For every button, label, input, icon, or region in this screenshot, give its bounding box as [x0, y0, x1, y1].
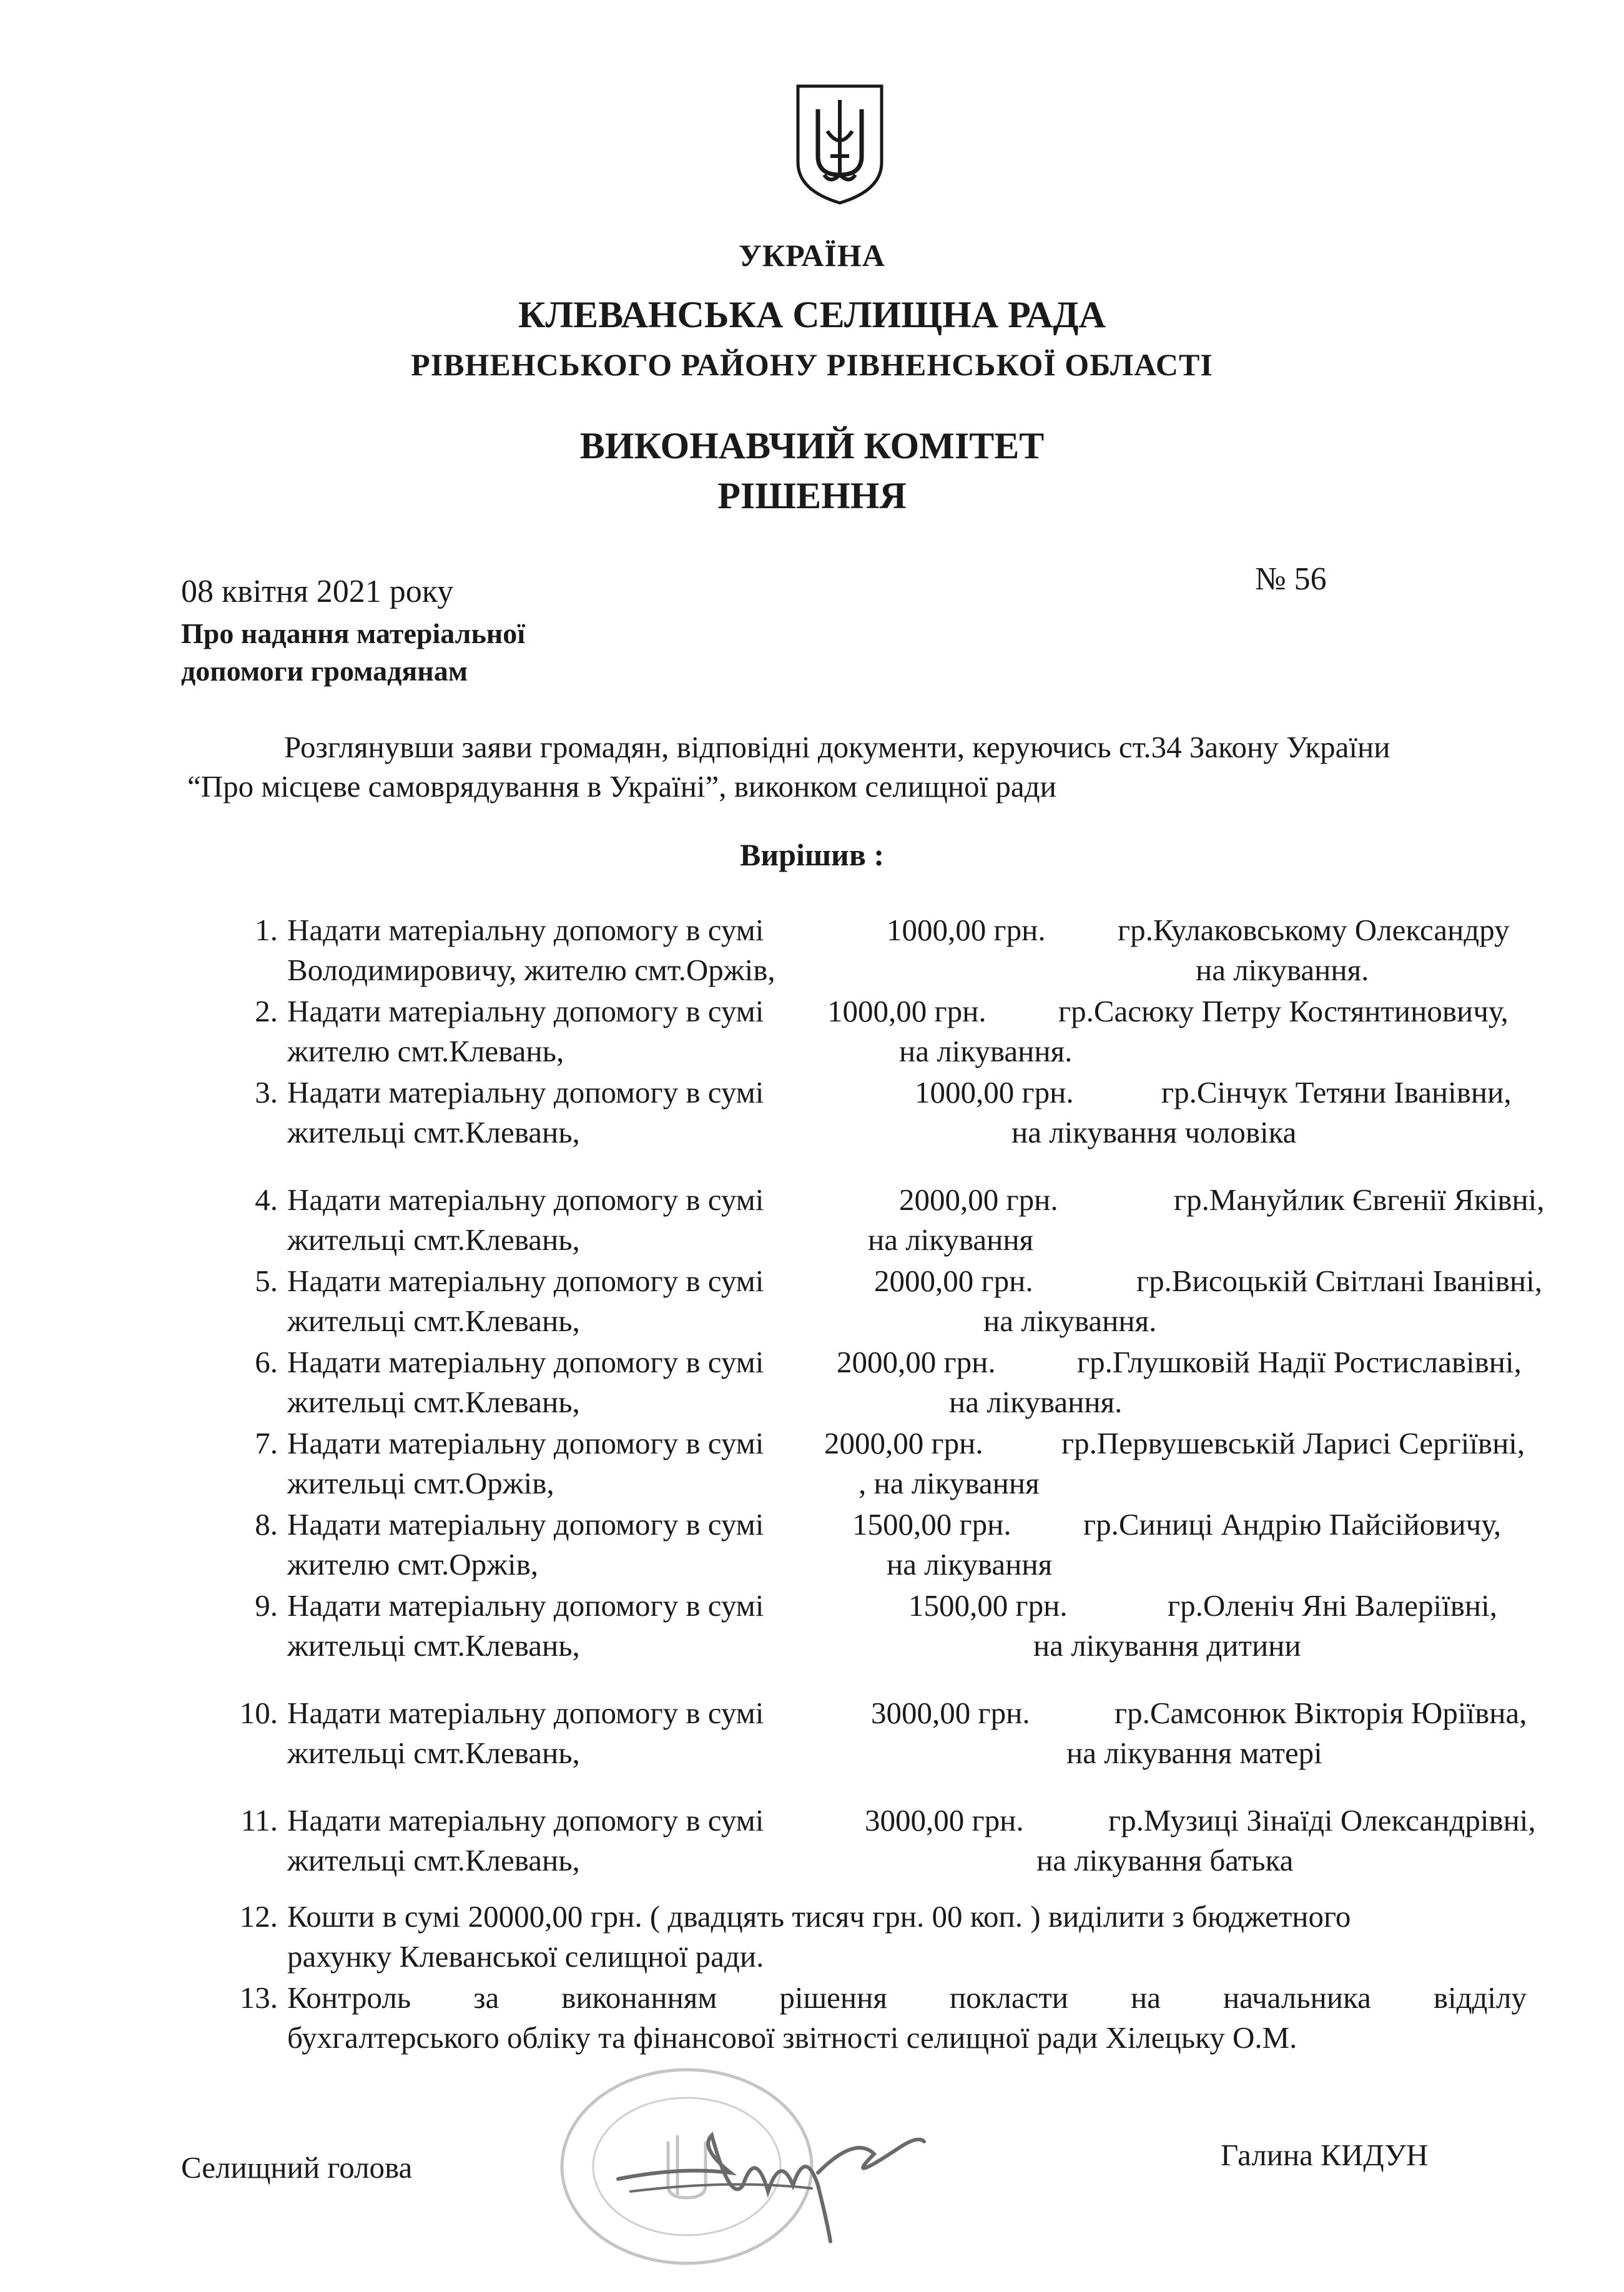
preamble-line-1: Розглянувши заяви громадян, відповідні документи, керуючись ст.34 Закону України	[284, 730, 1390, 764]
item-number: 10.	[239, 1696, 278, 1730]
item-recipient: гр.Первушевській Ларисі Сергіївні,	[1061, 1426, 1525, 1460]
item-number: 3.	[255, 1075, 278, 1109]
item-purpose: на лікування.	[949, 1385, 1123, 1419]
item-amount: 3000,00 грн.	[865, 1803, 1024, 1837]
item-amount: 1500,00 грн.	[908, 1588, 1068, 1623]
item-amount: 1500,00 грн.	[852, 1507, 1011, 1542]
item-residence: жительці смт.Клевань,	[287, 1304, 580, 1338]
item-number: 8.	[255, 1507, 278, 1542]
header-district: РІВНЕНСЬКОГО РАЙОНУ РІВНЕНСЬКОЇ ОБЛАСТІ	[411, 347, 1213, 382]
decided-heading: Вирішив :	[739, 837, 885, 872]
item-residence: жительці смт.Клевань,	[287, 1843, 580, 1877]
coat-of-arms-icon	[793, 81, 887, 206]
subject-line-1: Про надання матеріальної	[181, 617, 526, 649]
item-purpose: на лікування	[868, 1222, 1034, 1257]
item-number: 5.	[255, 1264, 278, 1298]
item-purpose: на лікування.	[983, 1304, 1157, 1338]
item-text: Надати матеріальну допомогу в сумі	[287, 1696, 764, 1730]
item-residence: жительці смт.Клевань,	[287, 1385, 580, 1419]
item-text: Надати матеріальну допомогу в сумі	[287, 1183, 764, 1217]
item-amount: 1000,00 грн.	[915, 1075, 1074, 1109]
item-text: Надати матеріальну допомогу в сумі	[287, 1588, 764, 1623]
item-residence: жительці смт.Клевань,	[287, 1115, 580, 1149]
document-date: 08 квітня 2021 року	[181, 574, 454, 609]
item-text: Надати матеріальну допомогу в сумі	[287, 1426, 764, 1460]
item-amount: 1000,00 грн.	[827, 994, 987, 1028]
item-text: Надати матеріальну допомогу в сумі	[287, 1075, 764, 1109]
item-residence: жительці смт.Клевань,	[287, 1628, 580, 1663]
item-recipient: гр.Кулаковському Олександру	[1118, 913, 1510, 947]
item-number: 11.	[240, 1803, 278, 1837]
item-number: 6.	[255, 1345, 278, 1379]
item-recipient: гр.Самсонюк Вікторія Юріївна,	[1115, 1696, 1527, 1730]
item-number: 13.	[239, 1980, 278, 2015]
item-number: 4.	[255, 1183, 278, 1217]
item-recipient: гр.Музиці Зінаїді Олександрівні,	[1108, 1803, 1536, 1837]
item-amount: 1000,00 грн.	[887, 913, 1046, 947]
item-text: Надати матеріальну допомогу в сумі	[287, 1345, 764, 1379]
item-13-line-2: бухгалтерського обліку та фінансової звітності селищної ради Хілецьку О.М.	[287, 2020, 1297, 2055]
item-purpose: на лікування.	[1196, 953, 1369, 987]
signatory-position: Селищний голова	[181, 2150, 413, 2185]
item-number: 12.	[239, 1899, 278, 1934]
item-purpose: на лікування	[887, 1547, 1053, 1581]
item-recipient: гр.Сасюку Петру Костянтиновичу,	[1058, 994, 1508, 1028]
item-recipient: гр.Глушковій Надії Ростиславівні,	[1077, 1345, 1522, 1379]
item-text: Надати матеріальну допомогу в сумі	[287, 1803, 764, 1837]
item-text: Надати матеріальну допомогу в сумі	[287, 1264, 764, 1298]
item-residence: жительці смт.Клевань,	[287, 1222, 580, 1257]
item-recipient: гр.Синиці Андрію Пайсійовичу,	[1083, 1507, 1502, 1542]
item-recipient: гр.Висоцькій Світлані Іванівні,	[1136, 1264, 1542, 1298]
item-recipient: гр.Оленіч Яні Валеріївні,	[1168, 1588, 1497, 1623]
item-purpose: на лікування матері	[1066, 1736, 1322, 1770]
item-recipient: гр.Мануйлик Євгенії Яківні,	[1174, 1183, 1545, 1217]
item-residence: жителю смт.Оржів,	[287, 1547, 539, 1581]
signature	[606, 2110, 930, 2248]
item-amount: 2000,00 грн.	[837, 1345, 996, 1379]
header-doc-type: РІШЕННЯ	[717, 475, 907, 516]
signatory-name: Галина КИДУН	[1221, 2138, 1429, 2172]
item-recipient: гр.Сінчук Тетяни Іванівни,	[1161, 1075, 1512, 1109]
item-number: 2.	[255, 994, 278, 1028]
header-country: УКРАЇНА	[739, 238, 885, 273]
item-residence: жительці смт.Клевань,	[287, 1736, 580, 1770]
item-amount: 2000,00 грн.	[899, 1183, 1058, 1217]
preamble-line-2: “Про місцеве самоврядування в Україні”, виконком селищної ради	[187, 769, 1056, 804]
item-purpose: , на лікування	[859, 1466, 1040, 1500]
item-12-line-2: рахунку Клеванської селищної ради.	[287, 1939, 764, 1974]
item-purpose: на лікування батька	[1036, 1843, 1294, 1877]
item-text: Надати матеріальну допомогу в сумі	[287, 1507, 764, 1542]
item-residence: жителю смт.Клевань,	[287, 1034, 564, 1068]
header-committee: ВИКОНАВЧИЙ КОМІТЕТ	[579, 425, 1045, 466]
item-purpose: на лікування.	[899, 1034, 1073, 1068]
item-purpose: на лікування дитини	[1033, 1628, 1301, 1663]
item-residence: жительці смт.Оржів,	[287, 1466, 554, 1500]
item-purpose: на лікування чоловіка	[1011, 1115, 1297, 1149]
item-13-line-1: Контроль за виконанням рішення покласти на начальника відділу	[287, 1980, 1527, 2015]
item-12-line-1: Кошти в сумі 20000,00 грн. ( двадцять тисяч грн. 00 коп. ) виділити з бюджетного	[287, 1899, 1351, 1934]
item-text: Надати матеріальну допомогу в сумі	[287, 994, 764, 1028]
header-council: КЛЕВАНСЬКА СЕЛИЩНА РАДА	[518, 294, 1106, 335]
item-amount: 3000,00 грн.	[871, 1696, 1030, 1730]
subject-line-2: допомоги громадянам	[181, 655, 468, 687]
item-number: 9.	[255, 1588, 278, 1623]
item-amount: 2000,00 грн.	[874, 1264, 1033, 1298]
item-residence: Володимировичу, жителю смт.Оржів,	[287, 953, 775, 987]
item-number: 7.	[255, 1426, 278, 1460]
item-text: Надати матеріальну допомогу в сумі	[287, 913, 764, 947]
document-number: № 56	[1255, 561, 1327, 597]
item-amount: 2000,00 грн.	[824, 1426, 983, 1460]
item-number: 1.	[255, 913, 278, 947]
